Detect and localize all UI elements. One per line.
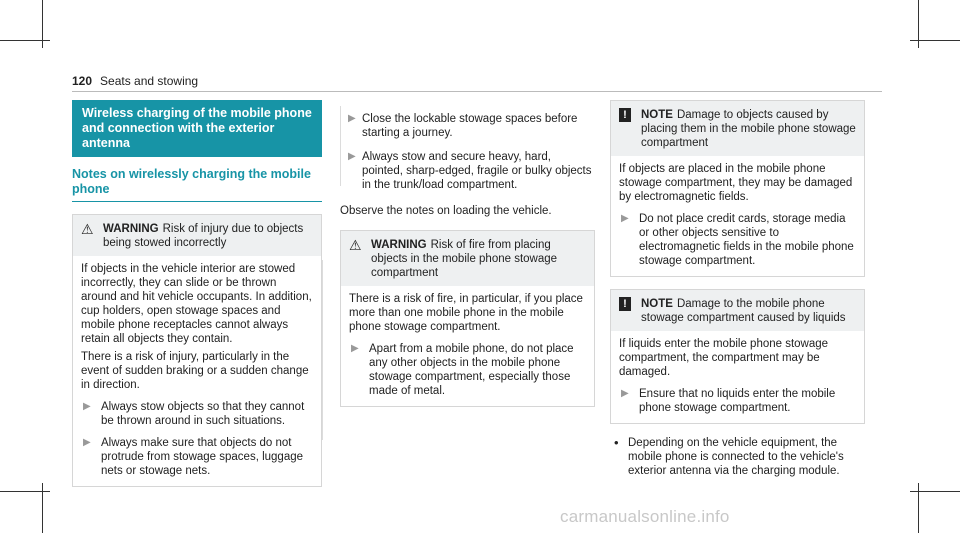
list-item xyxy=(610,436,865,478)
warning-paragraph: There is a risk of fire, in particular, if you place more than one mobile phone in the mobile phone stowage compartment. xyxy=(349,293,583,333)
step-text: Close the lockable stowage spaces before starting a journey. xyxy=(362,113,578,139)
step-text: Always make sure that objects do not protrude from stowage spaces, luggage nets or stowage nets. xyxy=(101,437,304,477)
subsection-heading: Notes on wirelessly charging the mobile phone xyxy=(72,157,322,202)
note-body xyxy=(611,331,864,423)
warning-triangle-icon: ⚠ xyxy=(349,237,362,253)
step-arrow-icon: ▶ xyxy=(621,213,629,224)
step-arrow-icon: ▶ xyxy=(348,113,356,124)
observe-note: Observe the notes on loading the vehicle. xyxy=(340,205,552,217)
step-arrow-icon: ▶ xyxy=(83,401,91,412)
step-text: Ensure that no liquids enter the mobile phone stowage compartment. xyxy=(639,388,836,414)
instruction-step xyxy=(81,400,313,428)
instruction-step xyxy=(619,212,856,268)
watermark: carmanualsonline.info xyxy=(560,507,730,526)
column-divider xyxy=(322,260,323,440)
warning-box xyxy=(72,214,322,487)
instruction-step xyxy=(619,387,856,415)
note-exclamation-icon: ! xyxy=(619,297,631,311)
note-label: NOTE xyxy=(641,298,673,310)
warning-box xyxy=(340,230,595,407)
warning-body xyxy=(341,286,594,406)
page-header xyxy=(72,74,198,88)
warning-body xyxy=(73,256,321,486)
note-box xyxy=(610,100,865,277)
warning-text: Risk of fire from placing objects in the mobile phone stowage compartment xyxy=(371,239,558,279)
note-exclamation-icon: ! xyxy=(619,108,631,122)
continued-steps xyxy=(340,112,595,192)
crop-mark xyxy=(910,40,960,41)
crop-mark xyxy=(0,40,50,41)
step-arrow-icon: ▶ xyxy=(351,343,359,354)
step-text: Always stow and secure heavy, hard, pointed, sharp-edged, fragile or bulky objects in the trunk/load compartment. xyxy=(362,151,592,191)
warning-header xyxy=(73,215,321,256)
warning-paragraph: If objects in the vehicle interior are stowed incorrectly, they can slide or be thrown around and hit vehicle occupants. In addition, cup holders, open stowage spaces and mobile phone receptacles cannot always retain all objects they contain. xyxy=(81,263,312,345)
warning-label: WARNING xyxy=(371,239,427,251)
note-body xyxy=(611,156,864,276)
instruction-step xyxy=(340,150,595,192)
note-box xyxy=(610,289,865,424)
column-3 xyxy=(610,100,865,478)
warning-label: WARNING xyxy=(103,223,159,235)
note-paragraph: If objects are placed in the mobile phone stowage compartment, they may be damaged by electromagnetic fields. xyxy=(619,163,853,203)
warning-text: Risk of injury due to objects being stowed incorrectly xyxy=(103,223,304,249)
crop-mark xyxy=(910,491,960,492)
page-number: 120 xyxy=(72,74,93,88)
note-header xyxy=(611,101,864,156)
warning-header xyxy=(341,231,594,286)
instruction-step xyxy=(81,436,313,478)
warning-triangle-icon: ⚠ xyxy=(81,221,94,237)
step-text: Apart from a mobile phone, do not place any other objects in the mobile phone stowage compartment, especially those made of metal. xyxy=(369,343,574,397)
note-text: Damage to objects caused by placing them in the mobile phone stowage compartment xyxy=(641,109,856,149)
note-paragraph: If liquids enter the mobile phone stowage compartment, the compartment may be damaged. xyxy=(619,338,829,378)
step-arrow-icon: ▶ xyxy=(621,388,629,399)
column-2 xyxy=(340,106,595,407)
step-text: Always stow objects so that they cannot be thrown around in such situations. xyxy=(101,401,305,427)
step-bracket xyxy=(340,106,341,186)
instruction-step xyxy=(349,342,586,398)
step-arrow-icon: ▶ xyxy=(83,437,91,448)
note-header xyxy=(611,290,864,331)
section-title: Seats and stowing xyxy=(100,74,199,88)
list-item-text: Depending on the vehicle equipment, the mobile phone is connected to the vehicle's exterior antenna via the charging module. xyxy=(628,437,844,477)
header-divider xyxy=(72,91,882,92)
note-label: NOTE xyxy=(641,109,673,121)
instruction-step xyxy=(340,112,595,140)
crop-mark xyxy=(0,491,50,492)
column-1 xyxy=(72,100,322,487)
bullet-icon: • xyxy=(614,435,619,450)
warning-paragraph: There is a risk of injury, particularly in the event of sudden braking or a sudden change in direction. xyxy=(81,351,309,391)
note-text: Damage to the mobile phone stowage compartment caused by liquids xyxy=(641,298,846,324)
step-arrow-icon: ▶ xyxy=(348,151,356,162)
section-heading: Wireless charging of the mobile phone and connection with the exterior antenna xyxy=(72,100,322,157)
step-text: Do not place credit cards, storage media or other objects sensitive to electromagnetic fields in the mobile phone stowage compartment. xyxy=(639,213,854,267)
